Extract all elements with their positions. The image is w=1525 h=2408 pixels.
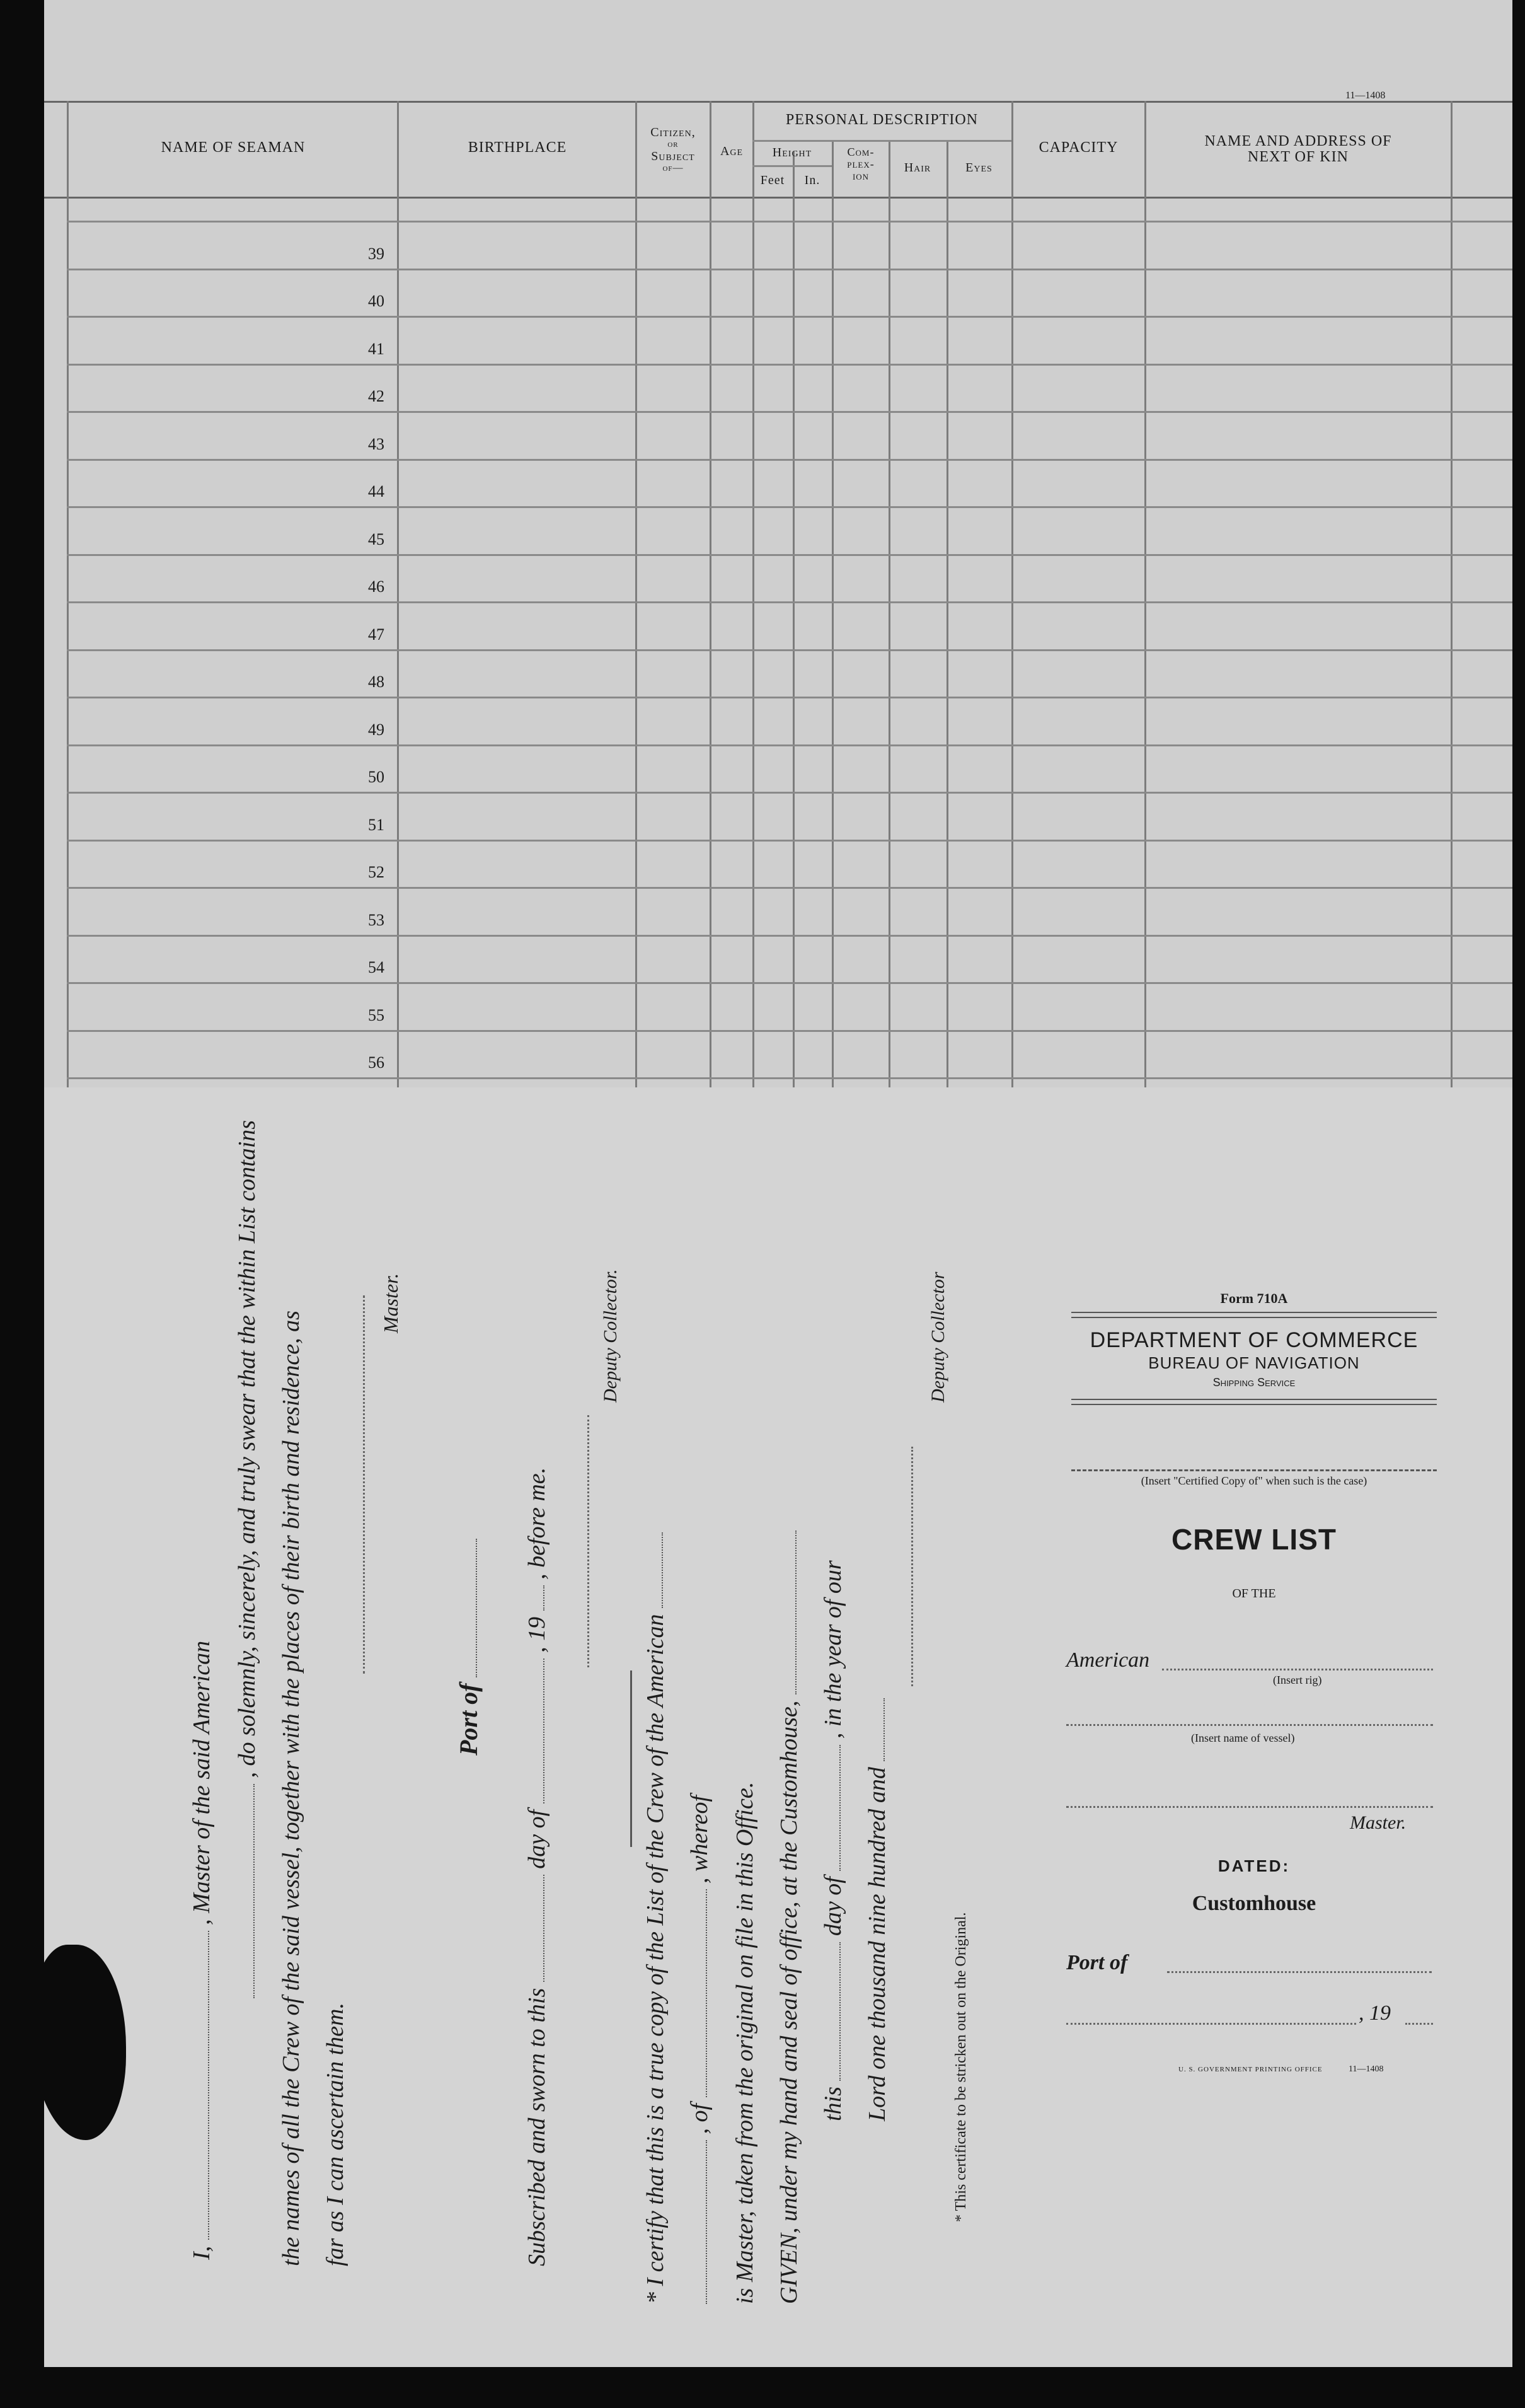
header-personal-description: PERSONAL DESCRIPTION bbox=[785, 112, 979, 128]
crew-list-title: CREW LIST bbox=[1171, 1523, 1337, 1556]
cover-top-rule bbox=[1071, 1312, 1437, 1318]
certified-copy-line bbox=[1071, 1469, 1437, 1471]
col-line bbox=[635, 101, 637, 1087]
col-line bbox=[710, 101, 711, 1087]
header-capacity: CAPACITY bbox=[1039, 139, 1119, 156]
master-signature-line bbox=[363, 1295, 365, 1674]
col-line bbox=[397, 101, 399, 1087]
col-line bbox=[67, 101, 69, 1087]
certificate-line-4: GIVEN, under my hand and seal of office, at the Customhouse, bbox=[775, 1531, 803, 2304]
row-number: 42 bbox=[368, 387, 384, 405]
col-line bbox=[1144, 101, 1146, 1087]
row-divider bbox=[67, 1030, 1512, 1032]
row-divider bbox=[67, 364, 1512, 366]
certificate-line-1: * I certify that this is a true copy of the List of the Crew of the American bbox=[642, 1532, 669, 2304]
row-divider bbox=[67, 1077, 1512, 1079]
col-line bbox=[752, 101, 754, 1087]
row-divider bbox=[67, 459, 1512, 461]
row-number: 53 bbox=[368, 910, 384, 929]
col-line bbox=[1011, 101, 1013, 1087]
header-birthplace: BIRTHPLACE bbox=[468, 139, 567, 156]
row-divider bbox=[67, 601, 1512, 603]
oath-line-3: the names of all the Crew of the said vessel, together with the places of their birth and residence, as bbox=[278, 1311, 304, 2266]
row-divider bbox=[67, 697, 1512, 698]
service-name: Shipping Service bbox=[1212, 1376, 1296, 1389]
row-number: 41 bbox=[368, 339, 384, 358]
of-the-label: OF THE bbox=[1232, 1587, 1276, 1601]
oath-line-2: , do solemnly, sincerely, and truly swear that the within List contains bbox=[233, 1120, 261, 1998]
deputy-collector-label-2: Deputy Collector bbox=[928, 1271, 948, 1403]
subscribed-line: Subscribed and sworn to this day of , 19 , before me. bbox=[524, 1467, 550, 2266]
deputy-signature-line-1 bbox=[587, 1415, 589, 1667]
form-number: Form 710A bbox=[1220, 1290, 1288, 1306]
row-number: 54 bbox=[368, 958, 384, 976]
header-bottom-border bbox=[44, 197, 1512, 199]
certificate-footnote: * This certificate to be stricken out on the Original. bbox=[953, 1912, 969, 2222]
american-label: American bbox=[1066, 1648, 1150, 1672]
row-divider bbox=[67, 221, 1512, 223]
vessel-name-line bbox=[1066, 1724, 1433, 1726]
row-divider bbox=[67, 887, 1512, 889]
header-name-of-seaman: NAME OF SEAMAN bbox=[161, 139, 306, 156]
master-name-line bbox=[1066, 1806, 1433, 1808]
department-name: DEPARTMENT OF COMMERCE bbox=[1090, 1328, 1419, 1352]
deputy-signature-line-2 bbox=[911, 1447, 913, 1686]
header-eyes: Eyes bbox=[965, 161, 993, 175]
row-divider bbox=[67, 792, 1512, 794]
deputy-collector-label-1: Deputy Collector. bbox=[600, 1269, 621, 1403]
row-number: 39 bbox=[368, 244, 384, 263]
bureau-name: BUREAU OF NAVIGATION bbox=[1148, 1353, 1360, 1372]
row-divider bbox=[67, 269, 1512, 270]
personal-desc-underline bbox=[752, 140, 1011, 142]
row-number: 47 bbox=[368, 625, 384, 644]
cover-master-label: Master. bbox=[1350, 1812, 1407, 1833]
row-number: 46 bbox=[368, 577, 384, 596]
certificate-line-6: Lord one thousand nine hundred and bbox=[863, 1698, 891, 2121]
port-line bbox=[1167, 1971, 1432, 1973]
col-line bbox=[889, 142, 890, 1087]
header-age: Age bbox=[720, 144, 744, 158]
certificate-line-3: is Master, taken from the original on file in this Office. bbox=[732, 1781, 758, 2304]
printing-office: U. S. GOVERNMENT PRINTING OFFICE bbox=[1178, 2066, 1323, 2073]
oath-port-of: Port of bbox=[454, 1539, 483, 1756]
cover-port-of-label: Port of bbox=[1066, 1951, 1128, 1974]
divider-rule bbox=[630, 1670, 632, 1847]
oath-line-1: I, , Master of the said American bbox=[188, 1640, 215, 2260]
row-divider bbox=[67, 840, 1512, 842]
header-citizen: Citizen, or Subject of— bbox=[650, 125, 696, 173]
row-number: 40 bbox=[368, 292, 384, 310]
row-number: 48 bbox=[368, 673, 384, 691]
row-divider bbox=[67, 935, 1512, 937]
lower-panel bbox=[44, 1087, 1512, 2367]
insert-rig-note: (Insert rig) bbox=[1273, 1674, 1322, 1686]
row-number: 43 bbox=[368, 434, 384, 453]
header-inches: In. bbox=[804, 173, 820, 187]
col-line bbox=[793, 151, 795, 1087]
master-label: Master. bbox=[379, 1273, 402, 1333]
header-feet: Feet bbox=[760, 173, 785, 187]
year-line bbox=[1405, 2023, 1433, 2025]
header-height: Height bbox=[772, 146, 812, 159]
form-code-bottom: 11—1408 bbox=[1349, 2064, 1384, 2074]
crew-list-form bbox=[44, 0, 1512, 2367]
year-prefix: , 19 bbox=[1359, 2001, 1391, 2025]
dated-label: DATED: bbox=[1217, 1856, 1291, 1875]
row-divider bbox=[67, 744, 1512, 746]
row-number: 49 bbox=[368, 720, 384, 739]
col-line bbox=[1451, 101, 1453, 1087]
height-underline bbox=[752, 165, 832, 167]
insert-certified-note: (Insert "Certified Copy of" when such is the case) bbox=[1141, 1474, 1367, 1487]
row-divider bbox=[67, 982, 1512, 984]
header-hair: Hair bbox=[904, 161, 931, 175]
row-number: 52 bbox=[368, 863, 384, 881]
customhouse-label: Customhouse bbox=[1192, 1892, 1316, 1915]
form-code-top: 11—1408 bbox=[1345, 90, 1386, 101]
row-divider bbox=[67, 316, 1512, 318]
oath-line-4: far as I can ascertain them. bbox=[322, 2003, 348, 2266]
certificate-line-2: , of , whereof bbox=[686, 1795, 713, 2304]
col-line bbox=[832, 142, 834, 1087]
row-divider bbox=[67, 506, 1512, 508]
row-divider bbox=[67, 554, 1512, 556]
row-number: 51 bbox=[368, 815, 384, 834]
certificate-line-5: this day of , in the year of our bbox=[820, 1560, 846, 2121]
date-line bbox=[1066, 2023, 1356, 2025]
row-number: 45 bbox=[368, 530, 384, 548]
rig-line bbox=[1162, 1669, 1433, 1670]
row-number: 55 bbox=[368, 1005, 384, 1024]
table-top-border bbox=[44, 101, 1512, 103]
cover-mid-rule bbox=[1071, 1399, 1437, 1405]
insert-vessel-note: (Insert name of vessel) bbox=[1191, 1732, 1295, 1744]
row-number: 56 bbox=[368, 1053, 384, 1072]
row-number: 50 bbox=[368, 768, 384, 786]
row-number: 44 bbox=[368, 482, 384, 501]
header-next-of-kin: NAME AND ADDRESS OF NEXT OF KIN bbox=[1204, 133, 1392, 166]
row-divider bbox=[67, 649, 1512, 651]
row-divider bbox=[67, 411, 1512, 413]
header-complexion: Com- plex- ion bbox=[847, 146, 875, 182]
col-line bbox=[947, 142, 948, 1087]
